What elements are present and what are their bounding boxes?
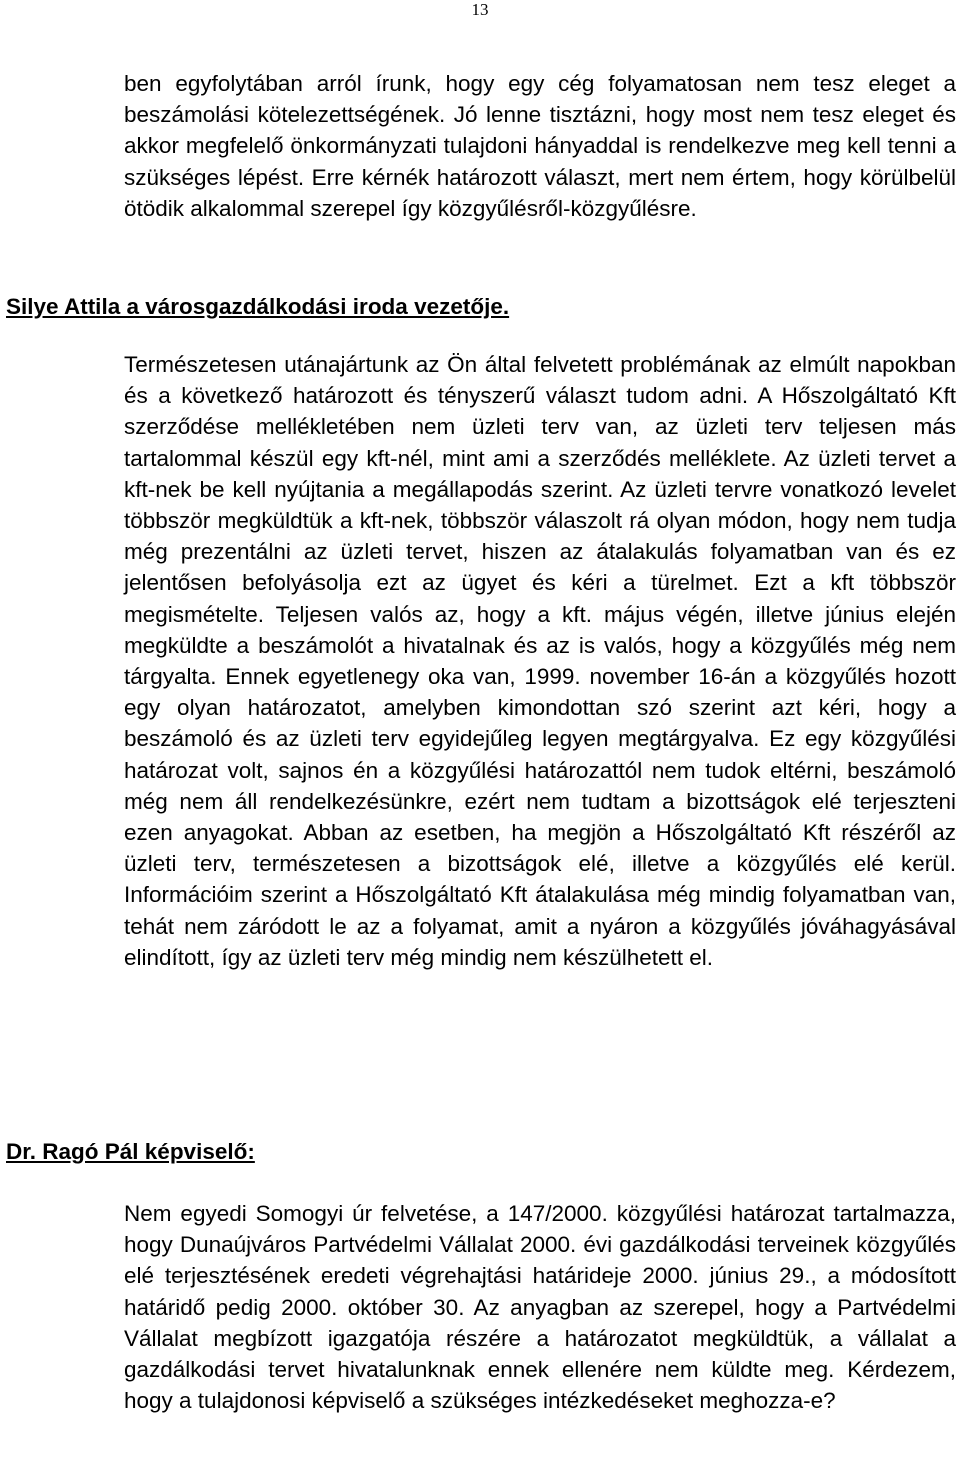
paragraph-1: ben egyfolytában arról írunk, hogy egy cég folyamatosan nem tesz eleget a beszámolási kötelezettségének. Jó lenne tisztázni, hogy most nem tesz eleget és akkor megfelelő önkormányzati tulajdoni hányaddal is rendelkezve meg kell tenni a szükséges lépést. Erre kérnék határozott választ, mert nem értem, hogy körülbelül ötödik alkalommal szerepel így közgyűlésről-közgyűlésre. <box>124 71 956 221</box>
speaker-heading-2: Dr. Ragó Pál képviselő: <box>6 1139 255 1164</box>
page-number: 13 <box>471 0 489 19</box>
speaker-heading-1: Silye Attila a városgazdálkodási iroda vezetője. <box>6 294 510 319</box>
paragraph-3: Nem egyedi Somogyi úr felvetése, a 147/2000. közgyűlési határozat tartalmazza, hogy Dunaújváros Partvédelmi Vállalat 2000. évi gazdálkodási terveinek közgyűlés elé terjesztésének eredeti végrehajtási határideje 2000. június 29., a módosított határidő pedig 2000. október 30. Az anyagban az szerepel, hogy a Partvédelmi Vállalat megbízott igazgatója részére a határozatot megküldtük, a vállalat a gazdálkodási tervet hivatalunknak ennek ellenére nem küldte meg. Kérdezem, hogy a tulajdonosi képviselő a szükséges intézkedéseket meghozza-e? <box>124 1201 956 1414</box>
paragraph-2: Természetesen utánajártunk az Ön által felvetett problémának az elmúlt napokban és a következő határozott és tényszerű választ tudom adni. A Hőszolgáltató Kft szerződése mellékletében nem üzleti terv van, az üzleti terv teljesen más tartalommal készül egy kft-nél, mint ami a szerződés melléklete. Az üzleti tervet a kft-nek be kell nyújtania a megállapodás szerint. Az üzleti tervre vonatkozó levelet többször megküldtük a kft-nek, többször válaszolt rá olyan módon, hogy nem tudja még prezentálni az üzleti tervet, hiszen az átalakulás folyamatban van és ez jelentősen befolyásolja ezt az ügyet és kéri a türelmet. Ezt a kft többször megismételte. Teljesen valós az, hogy a kft. május végén, illetve június elején megküldte a beszámolót a hivatalnak és az is valós, hogy a közgyűlés még nem tárgyalta. Ennek egyetlenegy oka van, 1999. november 16-án a közgyűlés hozott egy olyan határozatot, amelyben kimondottan szó szerint azt kéri, hogy a beszámoló és az üzleti terv egyidejűleg legyen megtárgyalva. Ez egy közgyűlési határozat volt, sajnos én a közgyűlési határozattól nem tudok eltérni, beszámoló még nem áll rendelkezésünkre, ezért nem tudtam a bizottságok elé terjeszteni ezen anyagokat. Abban az esetben, ha megjön a Hőszolgáltató Kft részéről az üzleti terv, természetesen a bizottságok elé, illetve a közgyűlés elé kerül. Információim szerint a Hőszolgáltató Kft átalakulása még mindig folyamatban van, tehát nem záródott le az a folyamat, amit a nyáron a közgyűlés jóváhagyásával elindított, így az üzleti terv még mindig nem készülhetett el. <box>124 352 956 970</box>
